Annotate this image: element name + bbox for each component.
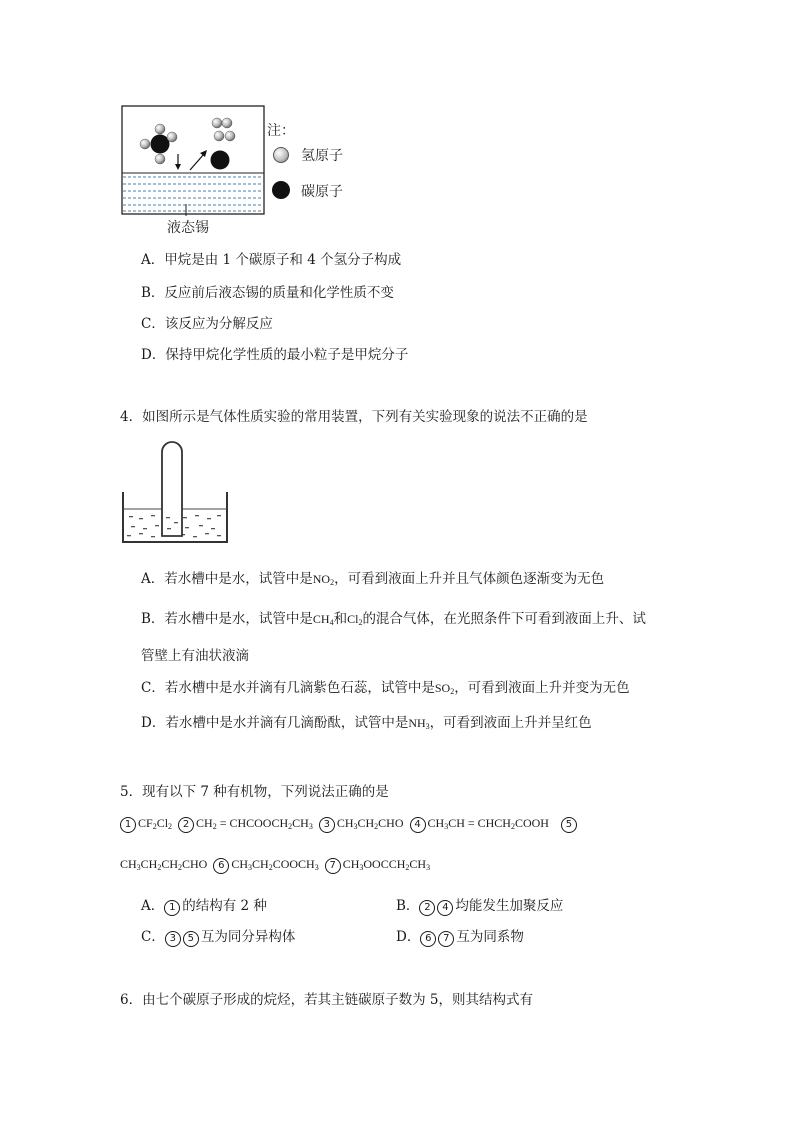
q3-option-d: D．保持甲烷化学性质的最小粒子是甲烷分子 — [141, 347, 409, 363]
gas-tube-trough-apparatus — [121, 440, 231, 544]
formula-no2: $NO_2$ — [312, 572, 335, 587]
compound-number-4: 4 — [410, 817, 426, 833]
q4-option-b-continued: 管壁上有油状液滴 — [141, 648, 249, 664]
q3-option-a: A．甲烷是由 1 个碳原子和 4 个氢分子构成 — [141, 252, 402, 268]
q4-option-b: B．若水槽中是水，试管中是$CH_4$和$Cl_2$的混合气体，在光照条件下可看到液面上升、试 — [141, 611, 646, 627]
compound-number-1: 1 — [120, 817, 136, 833]
q5-option-c: C． 3 5 互为同分异构体 — [141, 929, 296, 945]
option-d-number-6: 6 — [420, 931, 436, 947]
q4-stem: 4．如图所示是气体性质实验的常用装置，下列有关实验现象的说法不正确的是 — [120, 409, 588, 425]
option-b-number-2: 2 — [419, 900, 435, 916]
compound-number-2: 2 — [178, 817, 194, 833]
q5-option-a: A． 1 的结构有 2 种 — [141, 898, 267, 914]
q3-option-b: B．反应前后液态锡的质量和化学性质不变 — [141, 285, 394, 301]
formula-ch4: $CH_4$ — [312, 612, 334, 627]
q4-option-d: D．若水槽中是水并滴有几滴酚酞，试管中是$NH_3$，可看到液面上升并呈红色 — [141, 715, 592, 731]
compound-number-5: 5 — [561, 817, 577, 833]
carbon-atom-icon — [272, 181, 290, 199]
option-b-number-4: 4 — [437, 900, 453, 916]
q5-option-d: D． 6 7 互为同系物 — [396, 929, 524, 945]
q5-option-b: B． 2 4 均能发生加聚反应 — [396, 898, 564, 914]
q4-option-c: C．若水槽中是水并滴有几滴紫色石蕊，试管中是$SO_2$，可看到液面上升并变为无色 — [141, 680, 630, 696]
compound-number-6: 6 — [213, 858, 229, 874]
methane-reaction-diagram — [120, 104, 270, 216]
liquid-tin-label: 液态锡 — [167, 220, 209, 236]
formula-so2: $SO_2$ — [434, 681, 455, 696]
methane-decomposition-figure — [120, 104, 360, 238]
hydrogen-atom-icon — [273, 147, 289, 163]
q5-stem: 5．现有以下 7 种有机物，下列说法正确的是 — [120, 784, 389, 800]
option-c-number-3: 3 — [165, 931, 181, 947]
legend-carbon-label: 碳原子 — [301, 184, 343, 200]
formula-cl2: $Cl_2$ — [347, 612, 363, 627]
legend-hydrogen-label: 氢原子 — [301, 148, 343, 164]
q5-compounds-line-2: $CH_3CH_2CH_2CHO$ 6 $CH_3CH_2COOCH_3$ 7 $CH_3OOCCH_2CH_3$ — [120, 857, 431, 872]
q3-option-c: C．该反应为分解反应 — [141, 316, 273, 332]
q5-compounds-line-1: 1 $CF_2Cl_2$ 2 $CH_2$ = $CHCOOCH_2CH_3$ 3 $CH_3CH_2CHO$ 4 $CH_3CH$ = $CHCH_2COOH$ 5 — [120, 816, 579, 833]
option-a-number-1: 1 — [164, 900, 180, 916]
option-c-number-5: 5 — [183, 931, 199, 947]
compound-number-3: 3 — [319, 817, 335, 833]
q4-option-a: A．若水槽中是水，试管中是$NO_2$，可看到液面上升并且气体颜色逐渐变为无色 — [141, 571, 605, 587]
formula-nh3: $NH_3$ — [408, 716, 430, 731]
q6-stem: 6．由七个碳原子形成的烷烃，若其主链碳原子数为 5，则其结构式有 — [120, 992, 533, 1008]
option-d-number-7: 7 — [438, 931, 454, 947]
compound-number-7: 7 — [325, 858, 341, 874]
figure-note-label: 注： — [267, 123, 295, 139]
